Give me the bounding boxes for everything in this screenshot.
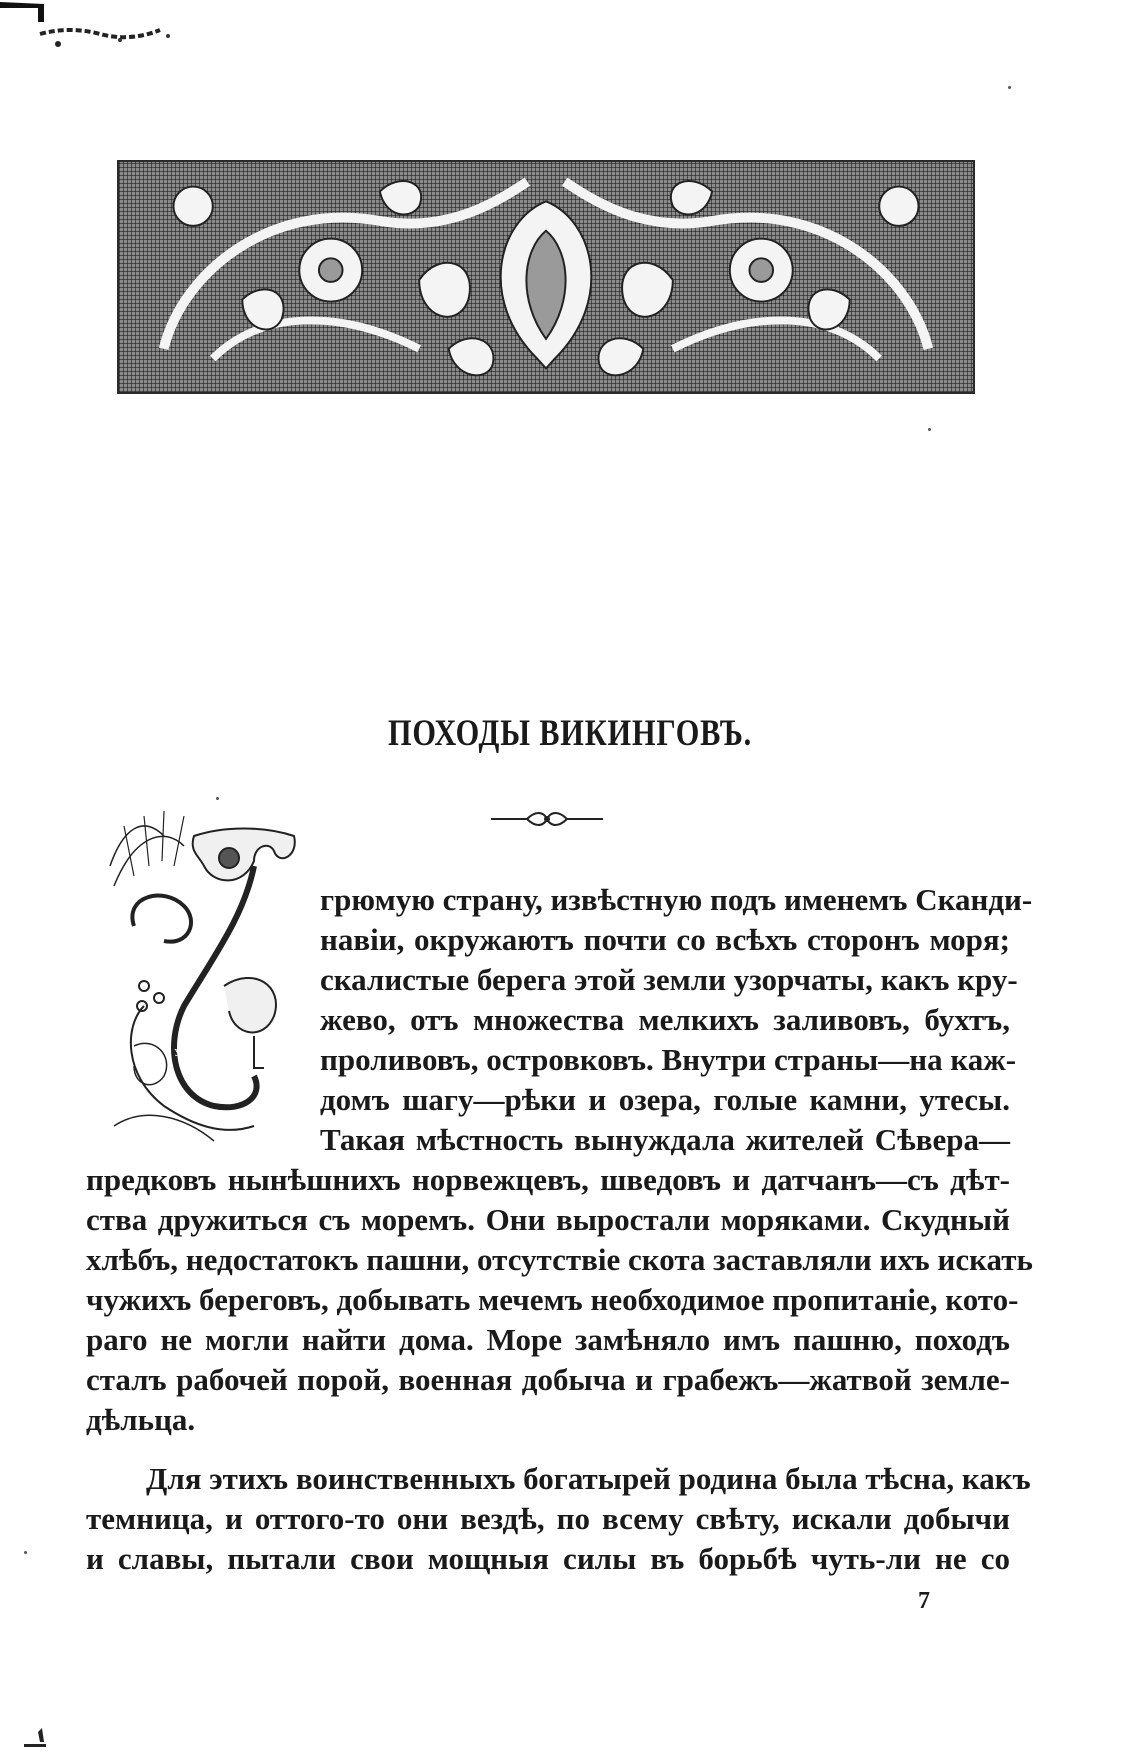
scan-speck <box>1008 86 1011 89</box>
paragraph-line: темница, и оттого-то они вездѣ, по всему свѣту, искали добычи <box>86 1501 1010 1536</box>
paragraph-line: Такая мѣстность вынуждала жителей Сѣвера— <box>320 1122 1010 1157</box>
scan-artifact-icon <box>0 0 190 60</box>
floral-ornament-icon <box>119 162 973 392</box>
paragraph-line: жево, отъ множества мелкихъ заливовъ, бухтъ, <box>320 1002 1010 1037</box>
paragraph-line: скалистые берега этой земли узорчаты, какъ кру- <box>320 962 1018 997</box>
paragraph-line: проливовъ, островковъ. Внутри страны—на каж- <box>320 1042 1017 1077</box>
chapter-title: ПОХОДЫ ВИКИНГОВЪ. <box>387 713 753 754</box>
scan-speck <box>928 428 931 431</box>
paragraph-2 <box>86 1459 1031 1579</box>
paragraph-line: и славы, пытали свои мощныя силы въ борьбѣ чуть-ли не со <box>86 1541 1010 1576</box>
paragraph-line: Для этихъ воинственныхъ богатырей родина была тѣсна, какъ <box>146 1461 1031 1496</box>
paragraph-1 <box>86 880 1033 1440</box>
ornamental-headpiece <box>117 160 975 394</box>
paragraph-line: грюмую страну, извѣстную подъ именемъ Сканди- <box>320 882 1033 917</box>
paragraph-line: дѣльца. <box>86 1402 196 1437</box>
paragraph-line: предковъ нынѣшнихъ норвежцевъ, шведовъ и датчанъ—съ дѣт- <box>86 1162 1010 1197</box>
paragraph-line: чужихъ береговъ, добывать мечемъ необходимое пропитаніе, кото- <box>86 1282 1019 1317</box>
scan-artifact-icon <box>22 1724 48 1748</box>
scan-speck <box>24 1551 27 1554</box>
paragraph-line: домъ шагу—рѣки и озера, голые камни, утесы. <box>320 1082 1010 1117</box>
paragraph-line: ства дружиться съ моремъ. Они выростали моряками. Скудный <box>86 1202 1010 1237</box>
paragraph-line: навіи, окружаютъ почти со всѣхъ сторонъ моря; <box>320 922 1010 957</box>
divider-ornament-icon <box>491 808 603 830</box>
scan-speck <box>216 797 219 800</box>
paragraph-line: раго не могли найти дома. Море замѣняло имъ пашню, походъ <box>86 1322 1010 1357</box>
drop-cap-letter: У <box>174 1048 182 1059</box>
page-number: 7 <box>918 1588 930 1614</box>
paragraph-line: хлѣбъ, недостатокъ пашни, отсутствіе скота заставляли ихъ искать <box>86 1242 1033 1277</box>
paragraph-line: сталъ рабочей порой, военная добыча и грабежъ—жатвой земле- <box>86 1362 1010 1397</box>
